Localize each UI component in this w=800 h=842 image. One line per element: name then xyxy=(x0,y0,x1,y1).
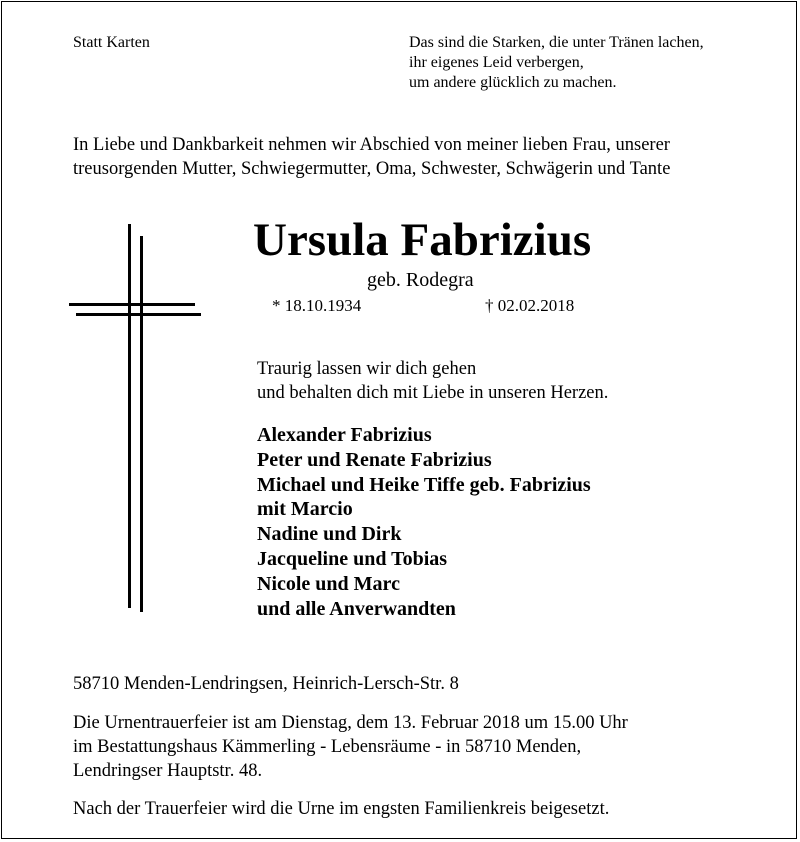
mourner-name: Nicole und Marc xyxy=(257,572,400,595)
quote-line: um andere glücklich zu machen. xyxy=(409,74,617,91)
verse-line: und behalten dich mit Liebe in unseren Herzen. xyxy=(257,383,609,403)
quote-line: ihr eigenes Leid verbergen, xyxy=(409,54,584,71)
ceremony-line: Die Urnentrauerfeier ist am Dienstag, dem 13. Februar 2018 um 15.00 Uhr xyxy=(73,713,628,733)
closing-note: Nach der Trauerfeier wird die Urne im engsten Familienkreis beigesetzt. xyxy=(73,799,610,819)
cross-vertical-bar-right xyxy=(140,236,143,612)
cross-horizontal-bar-bottom xyxy=(76,313,201,316)
cross-vertical-bar-left xyxy=(128,224,131,608)
ceremony-details xyxy=(73,711,628,783)
ceremony-line: im Bestattungshaus Kämmerling - Lebensräume - in 58710 Menden, xyxy=(73,737,582,757)
cross-horizontal-bar-top xyxy=(69,303,195,306)
verse-line: Traurig lassen wir dich gehen xyxy=(257,359,477,379)
family-address: 58710 Menden-Lendringsen, Heinrich-Lersch-Str. 8 xyxy=(73,674,459,694)
mourner-name: Nadine und Dirk xyxy=(257,523,402,546)
header-quote xyxy=(409,33,704,93)
intro-text xyxy=(73,133,670,181)
mourner-name: Alexander Fabrizius xyxy=(257,424,432,446)
ceremony-line: Lendringser Hauptstr. 48. xyxy=(73,761,263,781)
mourner-name: mit Marcio xyxy=(257,498,353,521)
intro-line: treusorgenden Mutter, Schwiegermutter, Oma, Schwester, Schwägerin und Tante xyxy=(73,159,671,179)
birth-date: * 18.10.1934 xyxy=(272,296,362,315)
statt-karten-label: Statt Karten xyxy=(73,34,150,51)
mourner-name: Peter und Renate Fabrizius xyxy=(257,448,492,471)
intro-line: In Liebe und Dankbarkeit nehmen wir Abschied von meiner lieben Frau, unserer xyxy=(73,135,670,155)
quote-line: Das sind die Starken, die unter Tränen lachen, xyxy=(409,34,704,51)
deceased-name: Ursula Fabrizius xyxy=(253,214,592,266)
maiden-name: geb. Rodegra xyxy=(367,269,474,291)
mourner-name: Jacqueline und Tobias xyxy=(257,547,448,570)
mourner-name: Michael und Heike Tiffe geb. Fabrizius xyxy=(257,473,591,496)
mourner-name: und alle Anverwandten xyxy=(257,597,456,620)
verse-text xyxy=(257,357,608,405)
death-date: † 02.02.2018 xyxy=(485,296,575,315)
mourners-list xyxy=(257,423,591,621)
cross-icon xyxy=(60,220,210,620)
